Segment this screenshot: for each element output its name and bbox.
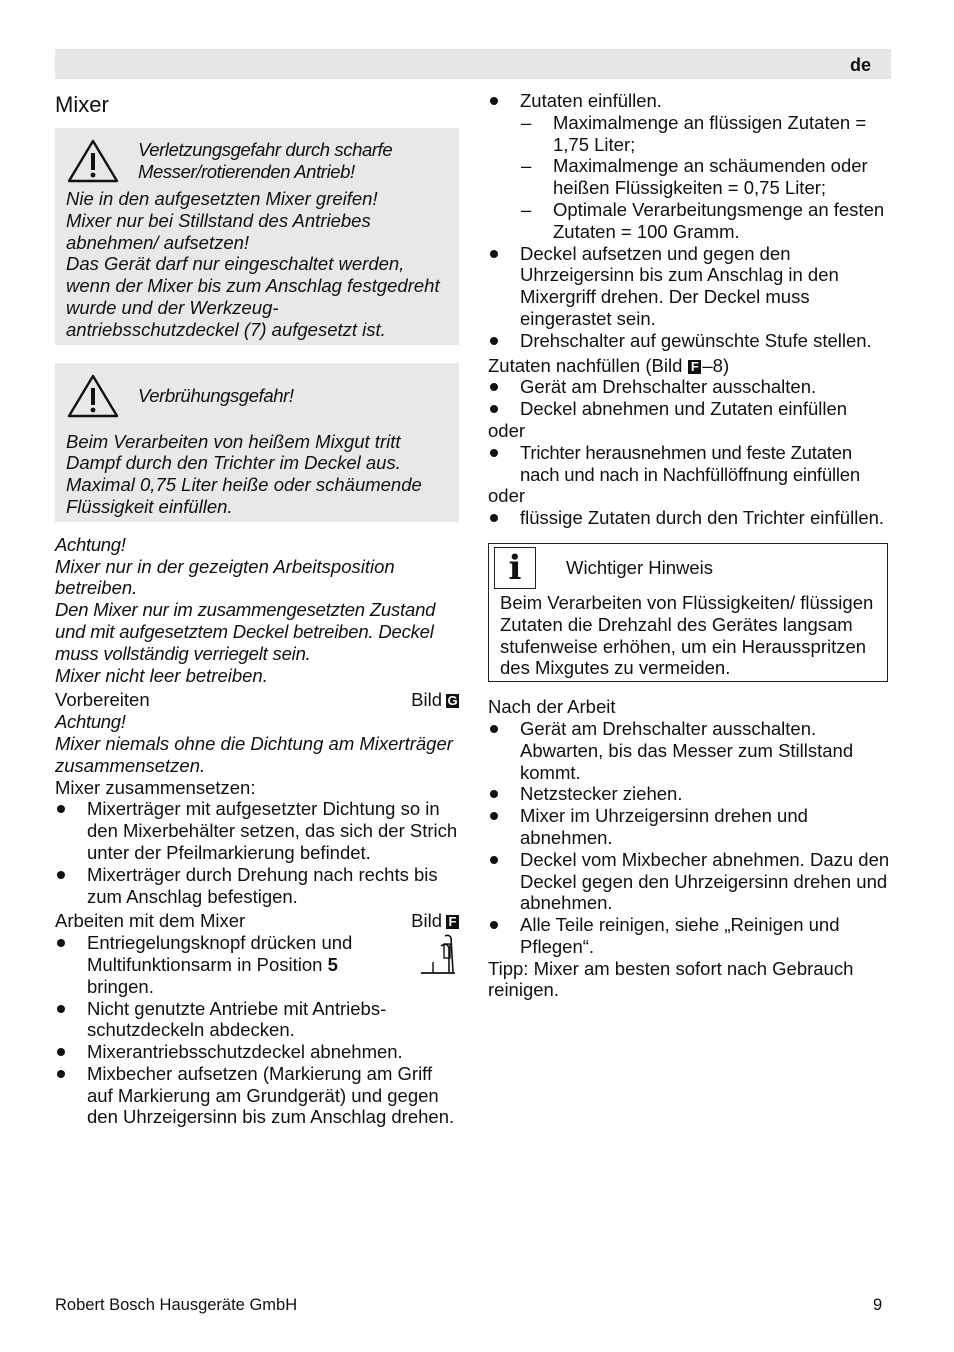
subheading-label: Vorbereiten (55, 689, 150, 711)
sub-list-item: – Maximalmenge an schäumenden oder heißen Flüssigkeiten = 0,75 Liter; (488, 155, 891, 199)
warning-triangle-icon (66, 138, 120, 184)
tip-label: Tipp: (488, 957, 529, 979)
info-title: Wichtiger Hinweis (566, 557, 714, 579)
fill-steps (488, 90, 891, 112)
list-item: Gerät am Drehschalter ausschalten. (488, 376, 891, 398)
warning-title: Verbrühungsgefahr! (138, 384, 294, 406)
figure-reference: Bild F (411, 910, 459, 932)
refill-alt-steps-2 (488, 507, 891, 529)
assemble-steps (55, 798, 459, 907)
list-item: Mixerträger mit aufgesetzter Dichtung so in den Mixerbehälter setzen, das sich der Strich unter der Pfeilmarkierung befindet. (55, 798, 459, 863)
subheading-refill: Zutaten nachfüllen (Bild F –8) (488, 354, 730, 376)
list-item: Mixerantriebsschutzdeckel abnehmen. (55, 1041, 459, 1063)
figure-reference: Bild G (411, 689, 458, 711)
section-title: Mixer (55, 92, 109, 117)
list-item: Mixer im Uhrzeigersinn drehen und abnehmen. (488, 805, 891, 849)
list-item: Drehschalter auf gewünschte Stufe stellen. (488, 330, 891, 352)
subheading-label: Arbeiten mit dem Mixer (55, 910, 246, 932)
left-column (55, 90, 459, 1128)
list-item: Nicht genutzte Antriebe mit Antriebs-schutzdeckeln abdecken. (55, 998, 459, 1042)
warning-box-injury (55, 128, 459, 345)
assemble-intro: Mixer zusammensetzen: (55, 776, 256, 798)
language-code: de (849, 55, 871, 75)
warning-line: Mixer nur bei Stillstand des Antriebes abnehmen/ aufsetzen! (66, 209, 371, 253)
warning-text: Beim Verarbeiten von heißem Mixgut tritt Dampf durch den Trichter im Deckel aus. Maximal 0,75 Liter heiße oder schäumende Flüssigkeit einfüllen. (66, 430, 422, 517)
page-number: 9 (873, 1296, 883, 1314)
warning-triangle-icon (66, 373, 120, 419)
list-item: Mixbecher aufsetzen (Markierung am Griff auf Markierung am Grundgerät) und gegen den Uhrzeigersinn bis zum Anschlag drehen. (55, 1063, 459, 1128)
subheading-after-work: Nach der Arbeit (488, 696, 616, 718)
mixer-position-icon (419, 932, 459, 978)
info-icon: i (494, 547, 536, 589)
refill-alt-steps (488, 442, 891, 486)
list-item: flüssige Zutaten durch den Trichter einfüllen. (488, 507, 891, 529)
work-steps (55, 932, 459, 1128)
operation-steps (488, 243, 891, 352)
list-item: Gerät am Drehschalter ausschalten. Abwarten, bis das Messer zum Stillstand kommt. (488, 718, 891, 783)
warning-line: Nie in den aufgesetzten Mixer greifen! (66, 188, 378, 209)
warning-line: Das Gerät darf nur eingeschaltet werden, wenn der Mixer bis zum Anschlag festgedreht wurde und der Werkzeug-antriebsschutzdeckel (7) aufgesetzt ist. (66, 253, 440, 340)
subheading-arbeiten (55, 910, 459, 932)
sub-list-item: – Maximalmenge an flüssigen Zutaten = 1,75 Liter; (488, 112, 891, 156)
caution-text: Mixer niemals ohne die Dichtung am Mixerträger zusammensetzen. (55, 732, 453, 776)
language-header-bar (55, 49, 891, 79)
tip (488, 958, 891, 1002)
list-item: Entriegelungsknopf drücken und Multifunktionsarm in Position 5 bringen. (55, 932, 459, 997)
info-text: Beim Verarbeiten von Flüssigkeiten/ flüssigen Zutaten die Drehzahl des Gerätes langsam stufenweise erhöhen, um ein Herausspritzen des Mixgutes zu vermeiden. (500, 591, 874, 679)
list-item: Alle Teile reinigen, siehe „Reinigen und Pflegen“. (488, 914, 891, 958)
figure-letter: F (688, 360, 701, 374)
right-column (488, 90, 891, 1001)
caution-label: Achtung! (55, 711, 126, 733)
info-box (488, 543, 888, 682)
refill-steps (488, 376, 891, 420)
figure-letter: F (446, 915, 459, 929)
after-steps (488, 718, 891, 958)
list-item: Trichter herausnehmen und feste Zutaten nach und nach in Nachfüllöffnung einfüllen (488, 442, 891, 486)
list-item: Deckel aufsetzen und gegen den Uhrzeigersinn bis zum Anschlag in den Mixergriff drehen. Der Deckel muss eingerastet sein. (488, 243, 891, 330)
list-item: Zutaten einfüllen. (488, 90, 891, 112)
fill-sub-list (488, 112, 891, 243)
list-item: Deckel vom Mixbecher abnehmen. Dazu den Deckel gegen den Uhrzeigersinn drehen und abnehmen. (488, 849, 891, 914)
warning-box-scald (55, 363, 459, 522)
tip-text: Mixer am besten sofort nach Gebrauch reinigen. (488, 957, 854, 1001)
list-item: Netzstecker ziehen. (488, 783, 891, 805)
figure-letter: G (447, 693, 458, 709)
caution-label: Achtung! (55, 533, 126, 555)
list-item: Mixerträger durch Drehung nach rechts bis zum Anschlag befestigen. (55, 864, 459, 908)
list-item: Deckel abnehmen und Zutaten einfüllen (488, 398, 891, 420)
caution-line: Den Mixer nur im zusammengesetzten Zustand und mit aufgesetztem Deckel betreiben. Deckel muss vollständig verriegelt sein. (55, 599, 436, 664)
caution-line: Mixer nur in der gezeigten Arbeitsposition betreiben. (55, 555, 395, 599)
footer-company: Robert Bosch Hausgeräte GmbH (55, 1296, 298, 1314)
sub-list-item: – Optimale Verarbeitungsmenge an festen Zutaten = 100 Gramm. (488, 199, 891, 243)
subheading-vorbereiten (55, 689, 459, 711)
caution-line: Mixer nicht leer betreiben. (55, 664, 268, 686)
warning-title: Verletzungsgefahr durch scharfe Messer/rotierenden Antrieb! (138, 139, 393, 182)
or-text: oder (488, 419, 526, 441)
or-text: oder (488, 485, 526, 507)
